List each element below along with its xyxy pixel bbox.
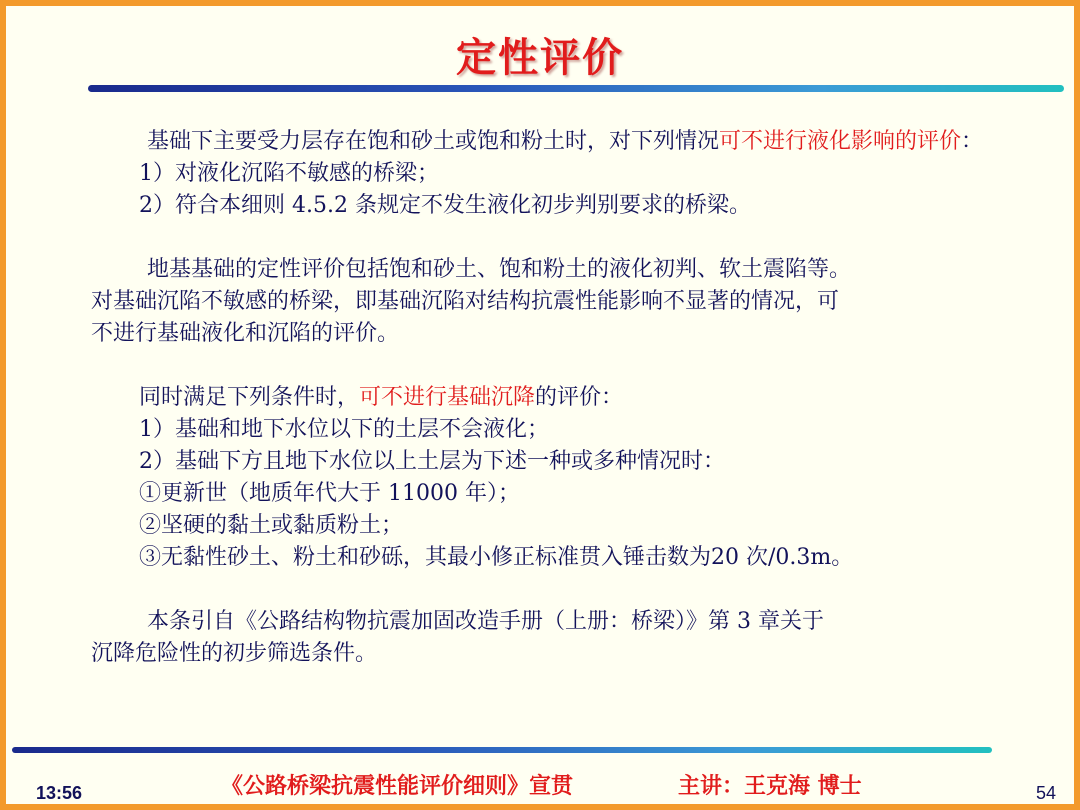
footer-time: 13:56	[36, 783, 83, 803]
page-number: 54	[1035, 783, 1056, 803]
paragraph-line: 对基础沉陷不敏感的桥梁，即基础沉陷对结构抗震性能影响不显著的情况，可	[91, 289, 840, 314]
list-item: 1）基础和地下水位以下的土层不会液化；	[139, 417, 549, 442]
section1-highlight-b: 影响的评价	[851, 129, 962, 154]
section1-intro-suffix: ：	[961, 129, 984, 154]
footer-speaker: 主讲：王克海 博士	[678, 773, 862, 799]
paragraph-line: 不进行基础液化和沉陷的评价。	[91, 321, 400, 346]
paragraph-line: 本条引自《公路结构物抗震加固改造手册（上册：桥梁）》第 3 章关于	[147, 609, 824, 634]
section3-intro-suffix: 的评价：	[535, 385, 624, 410]
slide-title: 定性评价	[456, 35, 624, 81]
list-item: ②坚硬的黏土或黏质粉土；	[139, 513, 404, 538]
section3-highlight: 可不进行基础沉降	[359, 385, 536, 410]
section3-intro-text: 同时满足下列条件时，	[139, 385, 360, 410]
section1-intro	[91, 126, 1026, 158]
list-item: 1）对液化沉陷不敏感的桥梁；	[139, 161, 439, 186]
section1-highlight-a: 可不进行液化	[719, 129, 852, 154]
slide-content	[91, 126, 1026, 670]
list-item: ①更新世（地质年代大于 11000 年）；	[139, 481, 520, 506]
section1-intro-text: 基础下主要受力层存在饱和砂土或饱和粉土时，对下列情况	[147, 129, 720, 154]
list-item: ③无黏性砂土、粉土和砂砾，其最小修正标准贯入锤击数为20 次/0.3m。	[139, 545, 854, 570]
footer-document-title: 《公路桥梁抗震性能评价细则》宣贯	[221, 773, 574, 799]
slide-footer	[6, 766, 1074, 803]
paragraph-line: 沉降危险性的初步筛选条件。	[91, 641, 378, 666]
section3-intro	[91, 382, 1026, 414]
list-item: 2）基础下方且地下水位以上土层为下述一种或多种情况时：	[139, 449, 725, 474]
paragraph-line: 地基基础的定性评价包括饱和砂土、饱和粉土的液化初判、软土震陷等。	[147, 257, 852, 282]
slide	[6, 6, 1074, 804]
footer-divider-bar	[12, 747, 992, 753]
list-item: 2）符合本细则 4.5.2 条规定不发生液化初步判别要求的桥梁。	[139, 193, 751, 218]
title-divider-bar	[88, 85, 1064, 92]
